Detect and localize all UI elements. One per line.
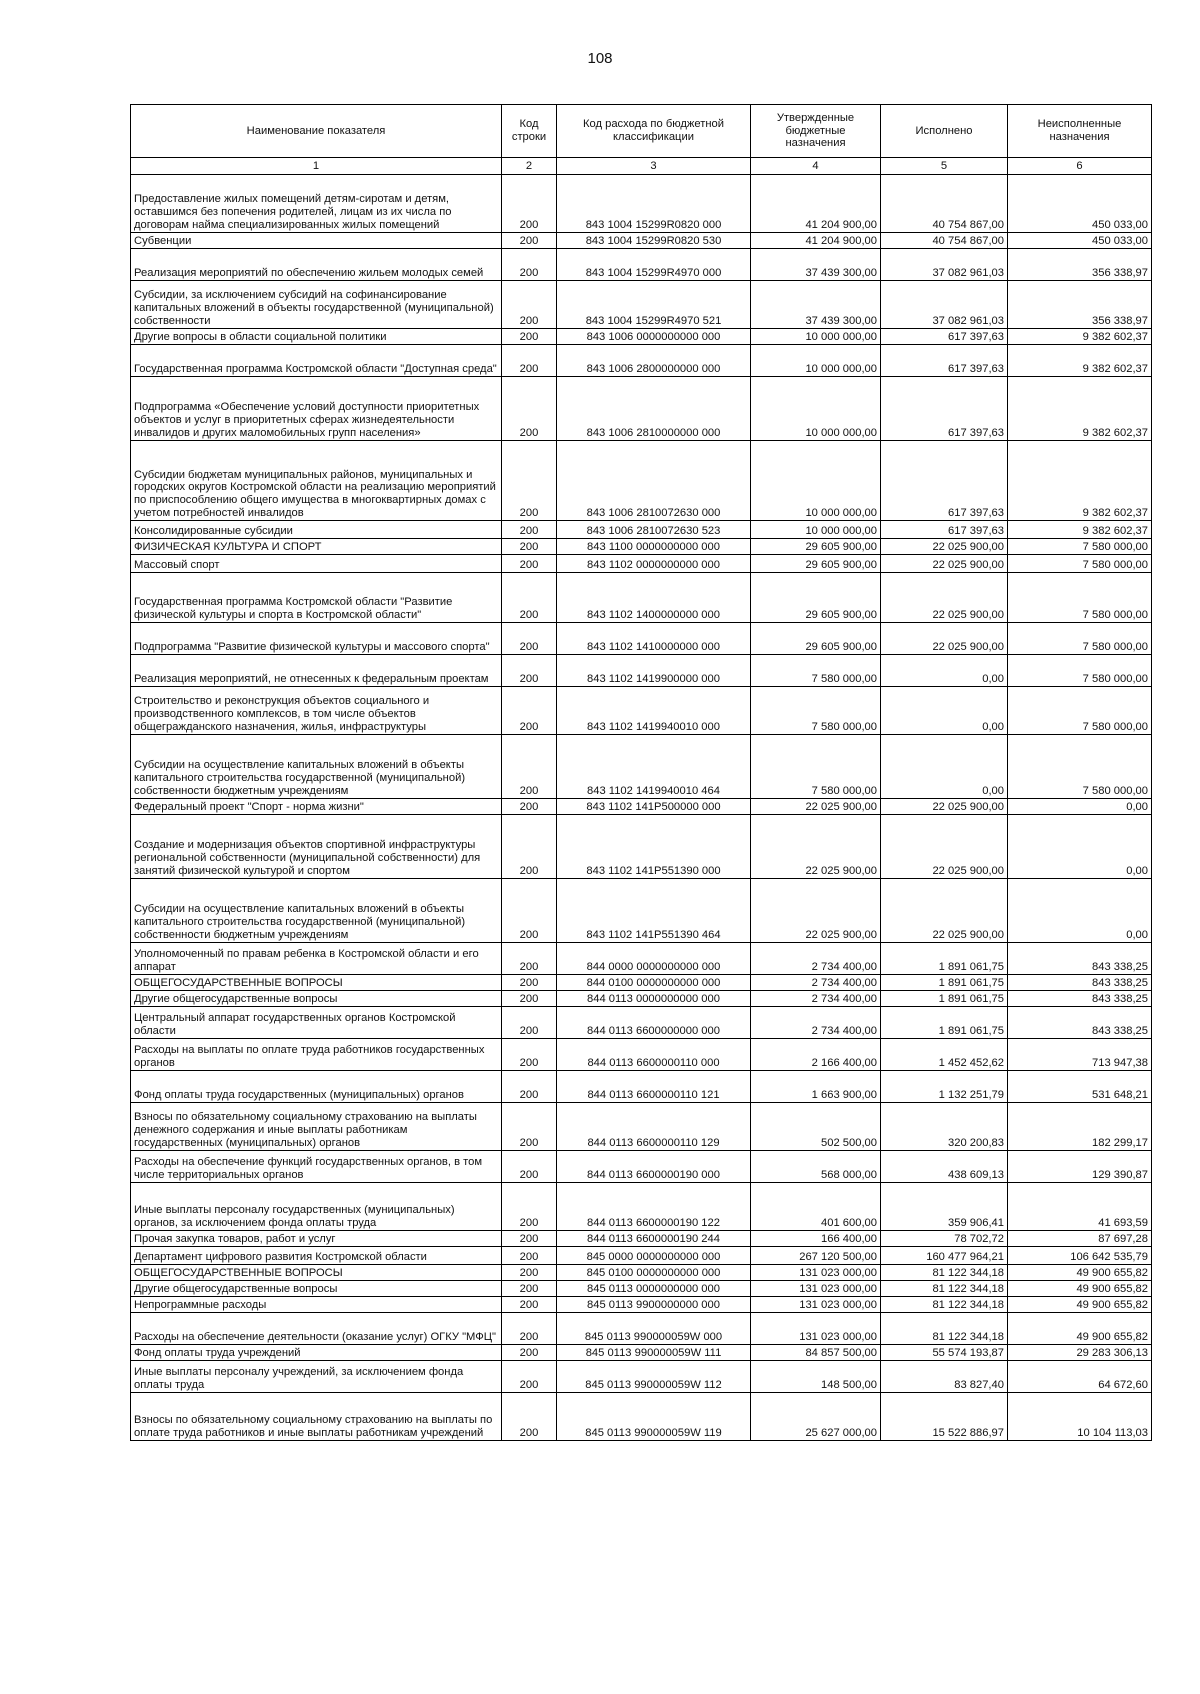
- row-approved-amount: 37 439 300,00: [751, 249, 881, 281]
- table-body: [131, 175, 1152, 1441]
- row-unexecuted-amount: 9 382 602,37: [1008, 329, 1152, 345]
- row-approved-amount: 84 857 500,00: [751, 1345, 881, 1361]
- row-line-code: 200: [502, 1265, 557, 1281]
- table-row: [131, 1183, 1152, 1231]
- table-row: [131, 799, 1152, 815]
- row-unexecuted-amount: 450 033,00: [1008, 233, 1152, 249]
- row-line-code: 200: [502, 233, 557, 249]
- row-approved-amount: 2 734 400,00: [751, 991, 881, 1007]
- row-indicator-name: Департамент цифрового развития Костромской области: [131, 1247, 502, 1265]
- row-line-code: 200: [502, 943, 557, 975]
- row-line-code: 200: [502, 345, 557, 377]
- table-row: [131, 1297, 1152, 1313]
- row-unexecuted-amount: 41 693,59: [1008, 1183, 1152, 1231]
- row-budget-code: 843 1006 0000000000 000: [557, 329, 751, 345]
- row-line-code: 200: [502, 539, 557, 555]
- row-approved-amount: 37 439 300,00: [751, 281, 881, 329]
- row-indicator-name: Субсидии на осуществление капитальных вложений в объекты капитального строительства государственной (муниципальной) собственности бюджетным учреждениям: [131, 735, 502, 799]
- row-approved-amount: 131 023 000,00: [751, 1281, 881, 1297]
- row-line-code: 200: [502, 249, 557, 281]
- row-indicator-name: Расходы на выплаты по оплате труда работников государственных органов: [131, 1039, 502, 1071]
- row-unexecuted-amount: 49 900 655,82: [1008, 1297, 1152, 1313]
- row-budget-code: 843 1102 1419940010 000: [557, 687, 751, 735]
- row-unexecuted-amount: 843 338,25: [1008, 991, 1152, 1007]
- row-executed-amount: 1 891 061,75: [881, 943, 1008, 975]
- row-executed-amount: 81 122 344,18: [881, 1297, 1008, 1313]
- header-unexecuted: Неисполненные назначения: [1008, 105, 1152, 158]
- row-approved-amount: 10 000 000,00: [751, 441, 881, 521]
- table-row: [131, 943, 1152, 975]
- row-unexecuted-amount: 9 382 602,37: [1008, 441, 1152, 521]
- row-approved-amount: 10 000 000,00: [751, 345, 881, 377]
- row-executed-amount: 81 122 344,18: [881, 1281, 1008, 1297]
- table-row: [131, 1393, 1152, 1441]
- budget-execution-table: [130, 104, 1152, 1441]
- row-unexecuted-amount: 10 104 113,03: [1008, 1393, 1152, 1441]
- row-budget-code: 844 0113 6600000190 122: [557, 1183, 751, 1231]
- row-indicator-name: Субвенции: [131, 233, 502, 249]
- row-line-code: 200: [502, 175, 557, 233]
- row-unexecuted-amount: 7 580 000,00: [1008, 687, 1152, 735]
- row-budget-code: 843 1102 141P551390 000: [557, 815, 751, 879]
- row-unexecuted-amount: 356 338,97: [1008, 281, 1152, 329]
- row-executed-amount: 1 891 061,75: [881, 1007, 1008, 1039]
- row-unexecuted-amount: 356 338,97: [1008, 249, 1152, 281]
- row-budget-code: 843 1102 1400000000 000: [557, 573, 751, 623]
- row-executed-amount: 160 477 964,21: [881, 1247, 1008, 1265]
- row-line-code: 200: [502, 1183, 557, 1231]
- row-indicator-name: Другие общегосударственные вопросы: [131, 1281, 502, 1297]
- row-approved-amount: 568 000,00: [751, 1151, 881, 1183]
- row-approved-amount: 401 600,00: [751, 1183, 881, 1231]
- row-indicator-name: Субсидии бюджетам муниципальных районов, муниципальных и городских округов Костромской области на реализацию мероприятий по приспособлению общего имущества в многоквартирных домах с учетом потребностей инвалидов: [131, 441, 502, 521]
- row-unexecuted-amount: 843 338,25: [1008, 975, 1152, 991]
- page-number: 108: [587, 50, 613, 67]
- row-executed-amount: 22 025 900,00: [881, 879, 1008, 943]
- row-unexecuted-amount: 531 648,21: [1008, 1071, 1152, 1103]
- table-row: [131, 991, 1152, 1007]
- row-approved-amount: 7 580 000,00: [751, 735, 881, 799]
- table-row: [131, 1247, 1152, 1265]
- row-unexecuted-amount: 7 580 000,00: [1008, 655, 1152, 687]
- row-indicator-name: Государственная программа Костромской области "Развитие физической культуры и спорта в Костромской области": [131, 573, 502, 623]
- table-row: [131, 329, 1152, 345]
- row-indicator-name: Иные выплаты персоналу государственных (муниципальных) органов, за исключением фонда оплаты труда: [131, 1183, 502, 1231]
- row-budget-code: 844 0113 6600000110 129: [557, 1103, 751, 1151]
- table-row: [131, 1345, 1152, 1361]
- row-indicator-name: Консолидированные субсидии: [131, 521, 502, 539]
- row-line-code: 200: [502, 1393, 557, 1441]
- table-row: [131, 345, 1152, 377]
- row-indicator-name: Другие общегосударственные вопросы: [131, 991, 502, 1007]
- row-unexecuted-amount: 7 580 000,00: [1008, 539, 1152, 555]
- table-row: [131, 1007, 1152, 1039]
- row-indicator-name: Иные выплаты персоналу учреждений, за исключением фонда оплаты труда: [131, 1361, 502, 1393]
- row-budget-code: 843 1100 0000000000 000: [557, 539, 751, 555]
- row-line-code: 200: [502, 555, 557, 573]
- row-approved-amount: 29 605 900,00: [751, 573, 881, 623]
- table-row: [131, 655, 1152, 687]
- row-indicator-name: Другие вопросы в области социальной политики: [131, 329, 502, 345]
- row-indicator-name: Расходы на обеспечение функций государственных органов, в том числе территориальных органов: [131, 1151, 502, 1183]
- table-row: [131, 1039, 1152, 1071]
- row-line-code: 200: [502, 329, 557, 345]
- row-executed-amount: 617 397,63: [881, 345, 1008, 377]
- row-approved-amount: 25 627 000,00: [751, 1393, 881, 1441]
- row-line-code: 200: [502, 1281, 557, 1297]
- row-budget-code: 843 1006 2810000000 000: [557, 377, 751, 441]
- row-executed-amount: 1 452 452,62: [881, 1039, 1008, 1071]
- row-approved-amount: 7 580 000,00: [751, 655, 881, 687]
- row-executed-amount: 438 609,13: [881, 1151, 1008, 1183]
- row-unexecuted-amount: 843 338,25: [1008, 943, 1152, 975]
- row-approved-amount: 22 025 900,00: [751, 799, 881, 815]
- table-row: [131, 281, 1152, 329]
- row-line-code: 200: [502, 1007, 557, 1039]
- header-approved: Утвержденные бюджетные назначения: [751, 105, 881, 158]
- table-row: [131, 975, 1152, 991]
- table-row: [131, 175, 1152, 233]
- row-approved-amount: 2 734 400,00: [751, 943, 881, 975]
- row-executed-amount: 55 574 193,87: [881, 1345, 1008, 1361]
- row-line-code: 200: [502, 1361, 557, 1393]
- row-executed-amount: 1 132 251,79: [881, 1071, 1008, 1103]
- row-approved-amount: 502 500,00: [751, 1103, 881, 1151]
- row-unexecuted-amount: 7 580 000,00: [1008, 573, 1152, 623]
- header-indicator-name: Наименование показателя: [131, 105, 502, 158]
- row-budget-code: 844 0113 0000000000 000: [557, 991, 751, 1007]
- row-line-code: 200: [502, 623, 557, 655]
- row-executed-amount: 40 754 867,00: [881, 175, 1008, 233]
- column-number-row: [131, 158, 1152, 175]
- row-executed-amount: 78 702,72: [881, 1231, 1008, 1247]
- table-row: [131, 1313, 1152, 1345]
- row-executed-amount: 22 025 900,00: [881, 555, 1008, 573]
- row-indicator-name: Фонд оплаты труда учреждений: [131, 1345, 502, 1361]
- row-line-code: 200: [502, 521, 557, 539]
- table-header-row: [131, 105, 1152, 158]
- row-approved-amount: 2 166 400,00: [751, 1039, 881, 1071]
- row-unexecuted-amount: 7 580 000,00: [1008, 735, 1152, 799]
- row-indicator-name: Непрограммные расходы: [131, 1297, 502, 1313]
- row-unexecuted-amount: 64 672,60: [1008, 1361, 1152, 1393]
- row-unexecuted-amount: 49 900 655,82: [1008, 1313, 1152, 1345]
- row-executed-amount: 81 122 344,18: [881, 1265, 1008, 1281]
- row-approved-amount: 1 663 900,00: [751, 1071, 881, 1103]
- row-indicator-name: Прочая закупка товаров, работ и услуг: [131, 1231, 502, 1247]
- row-executed-amount: 22 025 900,00: [881, 623, 1008, 655]
- row-indicator-name: Фонд оплаты труда государственных (муниципальных) органов: [131, 1071, 502, 1103]
- column-number: 3: [557, 158, 751, 175]
- row-line-code: 200: [502, 1071, 557, 1103]
- row-approved-amount: 131 023 000,00: [751, 1297, 881, 1313]
- row-budget-code: 844 0113 6600000000 000: [557, 1007, 751, 1039]
- row-executed-amount: 617 397,63: [881, 521, 1008, 539]
- row-approved-amount: 10 000 000,00: [751, 329, 881, 345]
- table-row: [131, 539, 1152, 555]
- row-budget-code: 843 1004 15299R0820 530: [557, 233, 751, 249]
- row-approved-amount: 2 734 400,00: [751, 975, 881, 991]
- row-approved-amount: 131 023 000,00: [751, 1313, 881, 1345]
- table-row: [131, 1071, 1152, 1103]
- row-budget-code: 845 0000 0000000000 000: [557, 1247, 751, 1265]
- row-unexecuted-amount: 450 033,00: [1008, 175, 1152, 233]
- row-approved-amount: 29 605 900,00: [751, 555, 881, 573]
- table-row: [131, 1265, 1152, 1281]
- row-budget-code: 845 0113 990000059W 000: [557, 1313, 751, 1345]
- row-line-code: 200: [502, 441, 557, 521]
- row-budget-code: 843 1004 15299R4970 521: [557, 281, 751, 329]
- row-budget-code: 845 0113 9900000000 000: [557, 1297, 751, 1313]
- row-unexecuted-amount: 182 299,17: [1008, 1103, 1152, 1151]
- row-line-code: 200: [502, 735, 557, 799]
- row-executed-amount: 22 025 900,00: [881, 815, 1008, 879]
- row-executed-amount: 81 122 344,18: [881, 1313, 1008, 1345]
- row-executed-amount: 1 891 061,75: [881, 975, 1008, 991]
- row-indicator-name: Государственная программа Костромской области "Доступная среда": [131, 345, 502, 377]
- row-executed-amount: 617 397,63: [881, 329, 1008, 345]
- table-row: [131, 879, 1152, 943]
- row-executed-amount: 1 891 061,75: [881, 991, 1008, 1007]
- table-row: [131, 623, 1152, 655]
- table-row: [131, 815, 1152, 879]
- row-approved-amount: 29 605 900,00: [751, 539, 881, 555]
- row-executed-amount: 617 397,63: [881, 377, 1008, 441]
- row-indicator-name: Подпрограмма «Обеспечение условий доступности приоритетных объектов и услуг в приоритетных сферах жизнедеятельности инвалидов и других маломобильных групп населения»: [131, 377, 502, 441]
- row-line-code: 200: [502, 1231, 557, 1247]
- row-indicator-name: ОБЩЕГОСУДАРСТВЕННЫЕ ВОПРОСЫ: [131, 975, 502, 991]
- row-indicator-name: ФИЗИЧЕСКАЯ КУЛЬТУРА И СПОРТ: [131, 539, 502, 555]
- row-budget-code: 845 0113 990000059W 111: [557, 1345, 751, 1361]
- row-unexecuted-amount: 9 382 602,37: [1008, 345, 1152, 377]
- row-budget-code: 843 1102 1419940010 464: [557, 735, 751, 799]
- row-indicator-name: Уполномоченный по правам ребенка в Костромской области и его аппарат: [131, 943, 502, 975]
- row-approved-amount: 10 000 000,00: [751, 377, 881, 441]
- row-budget-code: 844 0113 6600000110 121: [557, 1071, 751, 1103]
- row-budget-code: 844 0100 0000000000 000: [557, 975, 751, 991]
- row-indicator-name: Массовый спорт: [131, 555, 502, 573]
- table-row: [131, 1281, 1152, 1297]
- table-row: [131, 441, 1152, 521]
- row-line-code: 200: [502, 1151, 557, 1183]
- row-line-code: 200: [502, 281, 557, 329]
- row-budget-code: 843 1102 141P500000 000: [557, 799, 751, 815]
- row-budget-code: 843 1102 1419900000 000: [557, 655, 751, 687]
- row-approved-amount: 166 400,00: [751, 1231, 881, 1247]
- row-line-code: 200: [502, 975, 557, 991]
- row-budget-code: 845 0113 990000059W 119: [557, 1393, 751, 1441]
- row-unexecuted-amount: 9 382 602,37: [1008, 521, 1152, 539]
- row-approved-amount: 41 204 900,00: [751, 175, 881, 233]
- table-row: [131, 249, 1152, 281]
- row-indicator-name: Реализация мероприятий по обеспечению жильем молодых семей: [131, 249, 502, 281]
- row-unexecuted-amount: 49 900 655,82: [1008, 1281, 1152, 1297]
- row-executed-amount: 22 025 900,00: [881, 573, 1008, 623]
- row-line-code: 200: [502, 815, 557, 879]
- row-executed-amount: 15 522 886,97: [881, 1393, 1008, 1441]
- row-budget-code: 844 0000 0000000000 000: [557, 943, 751, 975]
- header-executed: Исполнено: [881, 105, 1008, 158]
- header-line-code: Код строки: [502, 105, 557, 158]
- row-line-code: 200: [502, 377, 557, 441]
- row-indicator-name: Субсидии на осуществление капитальных вложений в объекты капитального строительства государственной (муниципальной) собственности бюджетным учреждениям: [131, 879, 502, 943]
- table-row: [131, 687, 1152, 735]
- row-unexecuted-amount: 843 338,25: [1008, 1007, 1152, 1039]
- row-unexecuted-amount: 129 390,87: [1008, 1151, 1152, 1183]
- row-budget-code: 843 1006 2800000000 000: [557, 345, 751, 377]
- row-unexecuted-amount: 9 382 602,37: [1008, 377, 1152, 441]
- row-indicator-name: Субсидии, за исключением субсидий на софинансирование капитальных вложений в объекты государственной (муниципальной) собственности: [131, 281, 502, 329]
- row-approved-amount: 7 580 000,00: [751, 687, 881, 735]
- table-row: [131, 1103, 1152, 1151]
- row-executed-amount: 320 200,83: [881, 1103, 1008, 1151]
- column-number: 1: [131, 158, 502, 175]
- row-executed-amount: 40 754 867,00: [881, 233, 1008, 249]
- row-line-code: 200: [502, 879, 557, 943]
- column-number: 6: [1008, 158, 1152, 175]
- row-budget-code: 845 0113 0000000000 000: [557, 1281, 751, 1297]
- row-executed-amount: 83 827,40: [881, 1361, 1008, 1393]
- row-indicator-name: Строительство и реконструкция объектов социального и производственного комплексов, в том числе объектов общегражданского назначения, жилья, инфраструктуры: [131, 687, 502, 735]
- row-unexecuted-amount: 106 642 535,79: [1008, 1247, 1152, 1265]
- row-budget-code: 844 0113 6600000190 000: [557, 1151, 751, 1183]
- table-row: [131, 1361, 1152, 1393]
- row-unexecuted-amount: 29 283 306,13: [1008, 1345, 1152, 1361]
- row-line-code: 200: [502, 1103, 557, 1151]
- row-executed-amount: 22 025 900,00: [881, 799, 1008, 815]
- row-indicator-name: Расходы на обеспечение деятельности (оказание услуг) ОГКУ "МФЦ": [131, 1313, 502, 1345]
- row-line-code: 200: [502, 1297, 557, 1313]
- row-indicator-name: Реализация мероприятий, не отнесенных к федеральным проектам: [131, 655, 502, 687]
- row-indicator-name: Предоставление жилых помещений детям-сиротам и детям, оставшимся без попечения родителей, лицам из их числа по договорам найма специализированных жилых помещений: [131, 175, 502, 233]
- row-line-code: 200: [502, 799, 557, 815]
- row-unexecuted-amount: 713 947,38: [1008, 1039, 1152, 1071]
- row-executed-amount: 37 082 961,03: [881, 249, 1008, 281]
- row-executed-amount: 0,00: [881, 687, 1008, 735]
- row-budget-code: 845 0113 990000059W 112: [557, 1361, 751, 1393]
- row-unexecuted-amount: 49 900 655,82: [1008, 1265, 1152, 1281]
- column-number: 4: [751, 158, 881, 175]
- table-row: [131, 735, 1152, 799]
- row-unexecuted-amount: 0,00: [1008, 815, 1152, 879]
- row-approved-amount: 22 025 900,00: [751, 879, 881, 943]
- table-row: [131, 233, 1152, 249]
- row-approved-amount: 10 000 000,00: [751, 521, 881, 539]
- row-line-code: 200: [502, 687, 557, 735]
- table-row: [131, 377, 1152, 441]
- row-budget-code: 845 0100 0000000000 000: [557, 1265, 751, 1281]
- row-approved-amount: 2 734 400,00: [751, 1007, 881, 1039]
- row-indicator-name: Центральный аппарат государственных органов Костромской области: [131, 1007, 502, 1039]
- row-budget-code: 844 0113 6600000190 244: [557, 1231, 751, 1247]
- row-line-code: 200: [502, 1313, 557, 1345]
- row-unexecuted-amount: 0,00: [1008, 879, 1152, 943]
- row-approved-amount: 41 204 900,00: [751, 233, 881, 249]
- row-indicator-name: Взносы по обязательному социальному страхованию на выплаты денежного содержания и иные выплаты работникам государственных (муниципальных) органов: [131, 1103, 502, 1151]
- column-number: 2: [502, 158, 557, 175]
- row-indicator-name: ОБЩЕГОСУДАРСТВЕННЫЕ ВОПРОСЫ: [131, 1265, 502, 1281]
- table-row: [131, 1151, 1152, 1183]
- row-line-code: 200: [502, 1247, 557, 1265]
- row-unexecuted-amount: 87 697,28: [1008, 1231, 1152, 1247]
- row-executed-amount: 617 397,63: [881, 441, 1008, 521]
- row-executed-amount: 37 082 961,03: [881, 281, 1008, 329]
- row-approved-amount: 22 025 900,00: [751, 815, 881, 879]
- row-approved-amount: 267 120 500,00: [751, 1247, 881, 1265]
- row-approved-amount: 131 023 000,00: [751, 1265, 881, 1281]
- row-budget-code: 843 1102 1410000000 000: [557, 623, 751, 655]
- row-budget-code: 843 1102 0000000000 000: [557, 555, 751, 573]
- row-executed-amount: 22 025 900,00: [881, 539, 1008, 555]
- row-line-code: 200: [502, 991, 557, 1007]
- row-approved-amount: 29 605 900,00: [751, 623, 881, 655]
- row-unexecuted-amount: 0,00: [1008, 799, 1152, 815]
- row-budget-code: 843 1004 15299R0820 000: [557, 175, 751, 233]
- table-row: [131, 555, 1152, 573]
- row-executed-amount: 0,00: [881, 655, 1008, 687]
- row-executed-amount: 0,00: [881, 735, 1008, 799]
- row-indicator-name: Подпрограмма "Развитие физической культуры и массового спорта": [131, 623, 502, 655]
- row-indicator-name: Взносы по обязательному социальному страхованию на выплаты по оплате труда работников и иные выплаты работникам учреждений: [131, 1393, 502, 1441]
- row-budget-code: 843 1006 2810072630 000: [557, 441, 751, 521]
- table-row: [131, 573, 1152, 623]
- table-row: [131, 1231, 1152, 1247]
- table-row: [131, 521, 1152, 539]
- row-line-code: 200: [502, 573, 557, 623]
- column-number: 5: [881, 158, 1008, 175]
- row-executed-amount: 359 906,41: [881, 1183, 1008, 1231]
- row-line-code: 200: [502, 655, 557, 687]
- row-indicator-name: Создание и модернизация объектов спортивной инфраструктуры региональной собственности (муниципальной собственности) для занятий физической культурой и спортом: [131, 815, 502, 879]
- row-unexecuted-amount: 7 580 000,00: [1008, 555, 1152, 573]
- row-unexecuted-amount: 7 580 000,00: [1008, 623, 1152, 655]
- row-line-code: 200: [502, 1039, 557, 1071]
- row-budget-code: 843 1006 2810072630 523: [557, 521, 751, 539]
- row-line-code: 200: [502, 1345, 557, 1361]
- row-budget-code: 844 0113 6600000110 000: [557, 1039, 751, 1071]
- row-approved-amount: 148 500,00: [751, 1361, 881, 1393]
- row-budget-code: 843 1102 141P551390 464: [557, 879, 751, 943]
- header-budget-classification-code: Код расхода по бюджетной классификации: [557, 105, 751, 158]
- row-indicator-name: Федеральный проект "Спорт - норма жизни": [131, 799, 502, 815]
- row-budget-code: 843 1004 15299R4970 000: [557, 249, 751, 281]
